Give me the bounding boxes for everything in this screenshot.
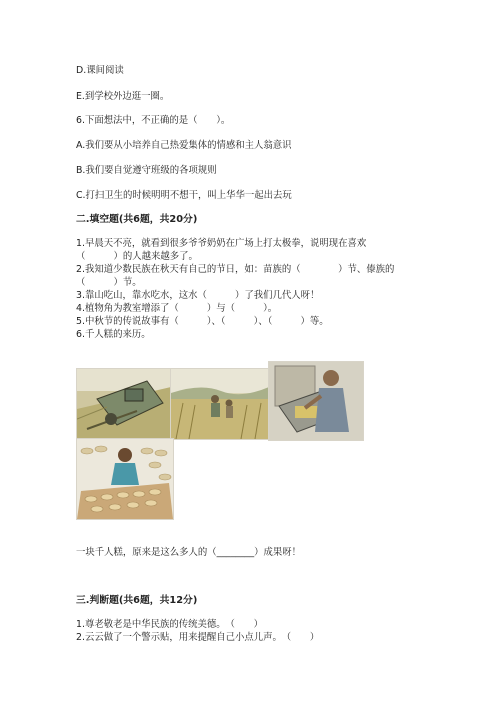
q6-option-a: A.我们要从小培养自己热爱集体的情感和主人翁意识	[76, 140, 292, 151]
fill-q6: 6.千人糕的来历。	[76, 329, 151, 340]
option-d: D.课间阅读	[76, 65, 124, 76]
option-e: E.到学校外边逛一圈。	[76, 91, 170, 102]
harvester-illustration	[76, 368, 172, 440]
machine-worker-illustration	[268, 361, 364, 441]
fill-q2-line1: 2.我知道少数民族在秋天有自己的节日，如：苗族的（ ）节、傣族的	[76, 264, 395, 275]
q6-option-c: C.打扫卫生的时候明明不想干，叫上华华一起出去玩	[76, 190, 292, 201]
farmers-field-illustration	[170, 368, 270, 440]
fill-q2-line2: （ ）节。	[76, 277, 142, 288]
fill-q3: 3.靠山吃山，靠水吃水，这水（ ）了我们几代人呀！	[76, 290, 320, 301]
q6-option-b: B.我们要自觉遵守班级的各项规则	[76, 165, 217, 176]
fill-q4: 4.植物角为教室增添了（ ）与（ ）。	[76, 303, 278, 314]
judge-q1: 1.尊老敬老是中华民族的传统美德。 （ ）	[76, 619, 264, 630]
baker-woman-illustration	[76, 438, 174, 520]
fill-q1-line1: 1.早晨天不亮，就看到很多爷爷奶奶在广场上打太极拳，说明现在喜欢	[76, 238, 367, 249]
judge-q2: 2.云云做了一个警示贴，用来提醒自己小点儿声。 （ ）	[76, 632, 320, 643]
section-3-title: 三.判断题(共6题，共12分)	[76, 595, 198, 606]
section-2-title: 二.填空题(共6题，共20分)	[76, 214, 198, 225]
fill-q5: 5.中秋节的传说故事有（ ）、（ ）、（ ）等。	[76, 316, 329, 327]
fill-q6-answer-line: 一块千人糕，原来是这么多人的（________）成果呀！	[76, 547, 302, 558]
fill-q1-line2: （ ）的人越来越多了。	[76, 251, 198, 262]
question-6-stem: 6.下面想法中，不正确的是（ ）。	[76, 115, 231, 126]
